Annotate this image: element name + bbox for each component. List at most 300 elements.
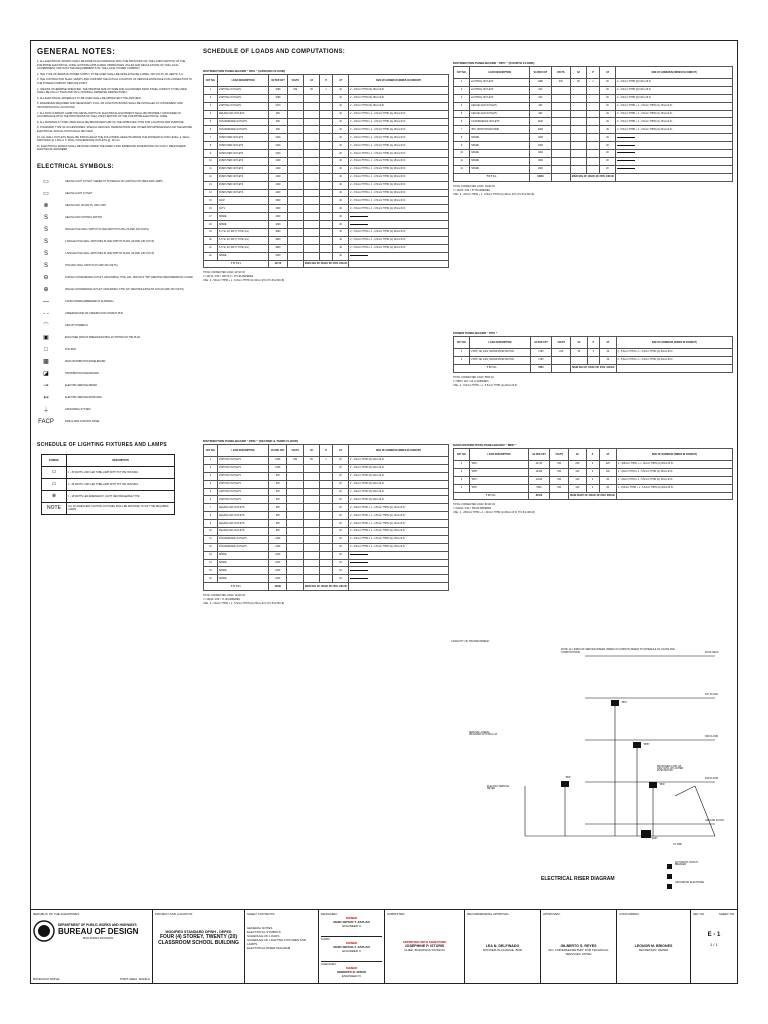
table-cell [303, 181, 319, 189]
table-cell: 16440 [528, 468, 549, 476]
table-cell [320, 205, 333, 213]
table-cell: 20 [204, 236, 218, 244]
total-cell: T O T A L [454, 492, 529, 500]
table-cell: 20 [333, 94, 349, 102]
table-cell [287, 551, 303, 559]
table-cell [320, 512, 333, 520]
table-cell: 1000 [530, 157, 552, 165]
table-cell: LIGHTING OUTLETS [217, 94, 268, 102]
table-cell [320, 213, 333, 221]
table-cell: 1080 [269, 87, 287, 95]
table-header: CKT NO. [454, 449, 470, 461]
table-row [204, 197, 449, 205]
table-cell [349, 559, 449, 567]
table-cell: COMPUTER OUTLETS [217, 142, 268, 150]
table-cell [570, 142, 586, 150]
total-cell: MAIN 60A/ 2P, 100AF/ 3P, 250V, 10KAIC [303, 583, 348, 591]
table-row [454, 165, 733, 173]
table-cell [320, 126, 333, 134]
table-cell [349, 551, 449, 559]
agency-line2: DEPARTMENT OF PUBLIC WORKS AND HIGHWAYS [58, 922, 137, 927]
table-cell: 5560 [528, 484, 549, 492]
table-row [454, 468, 733, 476]
table-cell: 20 [332, 512, 348, 520]
table-total-row [454, 364, 733, 372]
table-cell: "PPA" [470, 484, 529, 492]
table-cell: 100 [569, 484, 586, 492]
riser-label: GROUNDING ELECTRODE [675, 882, 704, 884]
designed-role: ENGINEER II [342, 924, 361, 928]
symbol-row [37, 332, 197, 344]
table-cell: 20 [332, 480, 348, 488]
symbol-glyph-icon: ⊖ [43, 275, 49, 282]
table-header: AF [571, 337, 587, 349]
table-cell [287, 94, 303, 102]
table-cell [303, 535, 319, 543]
table-cell: 11 [204, 165, 218, 173]
table-cell: SPARE [217, 575, 268, 583]
table-row [454, 356, 733, 364]
computation-line: TOTAL CONNECTED LOAD: 82100 VA [453, 503, 496, 507]
table-cell: LIGHTING OUTLETS [470, 94, 530, 102]
table-cell [320, 496, 333, 504]
table-cell: 2 [587, 349, 600, 357]
table-cell [320, 189, 333, 197]
table-cell: 20 [333, 213, 349, 221]
symbol-label: CEILING LIGHT OUTLET [65, 192, 93, 196]
table-cell: LIGHTING OUTLETS [217, 496, 268, 504]
table-cell: 2160 [269, 543, 287, 551]
lighting-row [42, 466, 175, 478]
table-row [204, 87, 449, 95]
symbol-label: 3 SINGLE POLE WALL SWITCHES IN ONE SWITCH PLATE (15 AMP, 230 VOLTS) [65, 252, 155, 256]
table-cell: 6 [454, 118, 470, 126]
total-cell: 82100 [528, 492, 549, 500]
recommending-role: OFFICER-IN-CHARGE, BOD [482, 948, 523, 952]
table-cell: CEILING FAN OUTLETS [470, 102, 530, 110]
table-header: CKT NO. [454, 337, 470, 349]
panel-ppa-schedule [453, 331, 733, 388]
table-cell: 20 [599, 150, 615, 158]
symbol-glyph-icon: — [43, 298, 49, 305]
table-cell [552, 356, 571, 364]
table-cell: COMPUTER OUTLETS [217, 158, 268, 166]
table-header: VOLTS [552, 337, 571, 349]
dpwh-seal-icon [33, 920, 55, 942]
table-header: SIZE OF HOMERUN (WIRES IN CONDUIT) [617, 449, 733, 461]
table-cell [287, 567, 303, 575]
table-row [454, 86, 733, 94]
table-total-row [204, 583, 449, 591]
table-cell: 2 - 3.5mm² THHN + 1 - 3.5mm² THHN (G) 15mm Ø IC [349, 126, 449, 134]
table-header: SIZE OF HOMERUN (WIRES IN CONDUIT) [349, 75, 449, 87]
table-cell: 2 - 3.5mm² THHN (6) 15mm Ø IC [616, 86, 733, 94]
table-row [454, 157, 733, 165]
table-cell: 15 [204, 567, 218, 575]
total-cell: T O T A L [204, 583, 269, 591]
table-row [204, 551, 449, 559]
table-cell: 7 [204, 504, 218, 512]
table-cell: 1080 [269, 94, 287, 102]
table-cell: 960 [530, 110, 552, 118]
table-cell: 2 - 5.5mm² THHN + 1 - 3.5mm² THHN (G) 20mm Ø IC [349, 229, 449, 237]
table-cell: 22 [204, 252, 218, 260]
symbol-label: TWO-WAY WALL SWITCH (15 AMP, 230 VOLTS) [65, 264, 118, 268]
symbol-row [37, 200, 197, 212]
checked-signed: SIGNED [345, 966, 358, 970]
computation-line: TOTAL CONNECTED LOAD: 42710 VA [203, 271, 246, 275]
table-cell: 960 [269, 520, 287, 528]
table-cell: 2 - 3.5mm² THHN (6) 15mm Ø IC [616, 94, 733, 102]
table-cell [287, 229, 303, 237]
ppa-table [453, 336, 733, 373]
table-cell [587, 86, 600, 94]
table-cell: SPARE [470, 142, 530, 150]
table-cell: 230 [550, 461, 569, 469]
table-cell [551, 142, 570, 150]
table-cell [303, 118, 319, 126]
table-cell [616, 150, 733, 158]
contents-item: ELECTRICAL RISER DIAGRAM [247, 946, 291, 950]
computation-line: USE : 2 - 22mm² THHN + 1 - 5.5mm² THHN (G) 25mm Ø IC (TC-B & IMC-B) [453, 192, 535, 196]
table-cell [303, 189, 319, 197]
table-cell [320, 158, 333, 166]
table-total-row [454, 173, 733, 181]
table-cell: 20 [332, 528, 348, 536]
approved-cell [541, 910, 617, 984]
dpb-table [203, 444, 449, 591]
schedule-title: SCHEDULE OF LOADS AND COMPUTATIONS: [203, 49, 346, 55]
dpc-table [453, 66, 733, 182]
table-cell [303, 504, 319, 512]
contents-label: SHEET CONTENTS: [247, 912, 276, 916]
table-header: AF [303, 75, 319, 87]
table-cell: SPARE [470, 165, 530, 173]
total-cell: 16440 [269, 583, 287, 591]
table-cell: 20 [599, 102, 615, 110]
lighting-cell: ▭ [42, 478, 67, 490]
total-cell: 13240 [530, 173, 552, 181]
symbol-glyph-icon: ▭ [43, 191, 49, 198]
table-cell: 540 [269, 496, 287, 504]
total-cell: 5560 [530, 364, 552, 372]
table-cell: 12 [204, 173, 218, 181]
table-cell: 4 [454, 102, 470, 110]
table-cell: 3 [454, 94, 470, 102]
contents-item: SCHEDULE OF LOADS [247, 934, 280, 938]
table-cell [320, 543, 333, 551]
general-note-item: 7. ALL NON-CURRENT CARRYING METAL PARTS OF ELECTRICAL EQUIPMENT SHALL BE PROPERLY GROUNDED IN ACCORDANCE WITH THE PROVISIONS OF THE LATEST EDITION OF THE PHILIPPINE ELECTRICAL CODE. [37, 111, 181, 119]
table-header: CKT NO. [454, 67, 470, 79]
table-cell: 2 [454, 356, 470, 364]
table-cell [303, 543, 319, 551]
table-cell: LIGHTING OUTLETS [217, 472, 268, 480]
table-cell [287, 504, 303, 512]
table-header: LOAD DESCRIPTION [470, 449, 529, 461]
checked-role: ENGINEER IV [341, 974, 362, 978]
contents-item: GENERAL NOTES [247, 926, 273, 930]
riser-label: "MDP" [651, 838, 658, 840]
table-cell: 3 [204, 102, 218, 110]
table-cell: 1080 [269, 464, 287, 472]
total-cell [287, 260, 303, 268]
table-cell: "DPC" [470, 476, 529, 484]
table-cell [587, 102, 600, 110]
riser-label: AUTOMATIC CIRCUIT BREAKER [675, 862, 699, 866]
table-cell: 16 [204, 575, 218, 583]
table-header: AT [332, 445, 348, 457]
table-cell: LIGHTING OUTLETS [217, 87, 268, 95]
recommending-label: RECOMMENDING APPROVAL: [467, 912, 510, 916]
total-cell: MAIN 40A/ 2P, 100AF/ 3P, 250V, 10KAIC [570, 173, 615, 181]
symbol-glyph-icon: ▣ [43, 335, 49, 342]
table-cell [551, 134, 570, 142]
concurred-name: LEONOR M. BRIONES [634, 944, 673, 948]
table-cell: 15 [204, 197, 218, 205]
agency-line1: REPUBLIC OF THE PHILIPPINES [33, 912, 80, 916]
concurred-label: CONCURRED: [619, 912, 640, 916]
general-notes-list [37, 60, 193, 152]
table-cell: 100 [569, 468, 586, 476]
table-cell [349, 575, 449, 583]
table-cell: FACP [217, 197, 268, 205]
table-cell: S.I.T.E. AC SPLIT TYPE (LG) [217, 244, 268, 252]
dpa-title: DISTRIBUTION PANELBOARD " DPA " (GROUND FLOOR) [203, 69, 285, 73]
total-cell [349, 260, 449, 268]
table-cell: 40 [333, 236, 349, 244]
general-note-item: 5. ALL ELECTRICAL MATERIALS TO BE USED SHALL BE APPROVED TYPE AND NEW. [37, 96, 142, 100]
table-cell: 1 [454, 79, 470, 87]
table-cell [320, 197, 333, 205]
table-cell: 2 - 3.5mm² THHN (6) 15mm Ø IC [349, 464, 449, 472]
total-cell [287, 583, 303, 591]
table-cell: 2 - 3.5mm² THHN + 1 - 3.5mm² THHN (G) 15mm Ø IC [349, 118, 449, 126]
riser-label: "DPA" [659, 784, 666, 786]
symbol-row [37, 248, 197, 260]
table-cell [303, 559, 319, 567]
mdp-table [453, 448, 733, 500]
table-cell [320, 464, 333, 472]
table-cell [303, 575, 319, 583]
left-column [31, 41, 197, 515]
table-cell [287, 464, 303, 472]
designed-signed: SIGNED [345, 916, 358, 920]
total-cell: MAIN 40A/ 2P, 200AF/ 3P, 250V, 10KAIC [303, 260, 348, 268]
total-cell [617, 492, 733, 500]
table-row [204, 535, 449, 543]
table-header: LOAD DESCRIPTION [470, 67, 530, 79]
table-cell: 13 [204, 181, 218, 189]
table-row [204, 457, 449, 465]
table-cell: 230 [287, 87, 303, 95]
table-cell: 20 [332, 543, 348, 551]
lighting-row [42, 490, 175, 502]
table-cell: 960 [269, 504, 287, 512]
table-cell: COMPUTER OUTLETS [217, 150, 268, 158]
table-cell: 20 [333, 118, 349, 126]
table-cell [616, 142, 733, 150]
table-cell: 1500 [269, 197, 287, 205]
table-cell: 230 [550, 468, 569, 476]
table-cell [287, 142, 303, 150]
table-cell: 60 [599, 484, 616, 492]
table-cell: 2 - 3.5mm² THHN + 1 - 3.5mm² THHN (G) 15mm Ø IC [349, 142, 449, 150]
table-cell: 18 [204, 221, 218, 229]
table-cell: 1000 [269, 252, 287, 260]
table-cell [287, 528, 303, 536]
table-header: AF [569, 449, 586, 461]
table-cell [349, 213, 449, 221]
table-cell [303, 197, 319, 205]
symbol-row [37, 344, 197, 356]
table-cell: CONVENIENCE OUTLETS [217, 126, 268, 134]
table-cell [287, 181, 303, 189]
general-note-item: 4. UNLESS OTHERWISE SPECIFIED, THE MINIMUM SIZE OF WIRE AND GALVANIZED RIGID STEEL CONDUIT TO BE USED SHALL BE 3.5mm² THHN AND 15mm NOMINAL DIAMETER RESPECTIVELY. [37, 87, 187, 95]
table-cell: 40 [333, 229, 349, 237]
dash-line [350, 570, 368, 571]
total-cell: T O T A L [454, 173, 530, 181]
table-cell [287, 221, 303, 229]
table-row [204, 205, 449, 213]
total-cell [616, 364, 732, 372]
table-cell: 20 [599, 110, 615, 118]
table-cell: 2 - 3.5mm² THHN + 1 - 3.5mm² THHN (G) 15mm Ø IC [349, 512, 449, 520]
table-cell: 2.5HP, 1Ø, 230V, WATER PUMP MOTOR [470, 356, 530, 364]
table-cell: 230 [551, 79, 570, 87]
table-cell: 42710 [528, 461, 549, 469]
table-cell [320, 221, 333, 229]
sheet-of: 1 / 1 [710, 942, 718, 947]
symbol-label: DISTRIBUTION PANELBOARD [65, 372, 99, 376]
table-cell [320, 142, 333, 150]
table-row [454, 134, 733, 142]
symbol-row [37, 236, 197, 248]
table-cell [551, 102, 570, 110]
table-row [454, 142, 733, 150]
table-cell: 2 - 3.5mm² THHN + 1 - 3.5mm² THHN (G) 15mm Ø IC [349, 197, 449, 205]
dpc-title: DISTRIBUTION PANELBOARD " DPC " (FOURTH FLOOR) [453, 61, 535, 65]
symbol-label: DUPLEX CONVENIENCE OUTLET, GROUNDING TYPE, 20A, 250VOLTS "WP" DENOTES WEATHERPROOF COVER [65, 276, 193, 280]
table-cell: LIGHTING OUTLETS [217, 102, 268, 110]
table-cell: 20 [333, 205, 349, 213]
symbol-label: CEILING LIGHT OUTLET / REFER TO SCHEDULE OF LIGHTING FIXTURES AND LAMPS [65, 180, 163, 184]
table-cell: 9 [204, 520, 218, 528]
table-cell: LIGHTING OUTLETS [217, 464, 268, 472]
table-cell: 5 [204, 488, 218, 496]
computation-line: USE : 2 - 250mm² THHN + 1 - 30mm² THHN (G) 80mm Ø IC (TC-B & IMC-B) [453, 511, 535, 515]
computation-line: I = 82100 / 230 = 356.96 AMPERES [453, 507, 492, 511]
table-cell: 1080 [530, 79, 552, 87]
table-header: LOAD DESCRIPTION [217, 445, 268, 457]
table-cell: 3000 [530, 126, 552, 134]
table-cell [303, 236, 319, 244]
cadd-name: MARU BRYAN T. ZAPLAN [333, 945, 370, 949]
table-cell: CEILING FAN OUTLETS [217, 520, 268, 528]
table-cell: 20 [333, 221, 349, 229]
table-cell [571, 356, 587, 364]
dpb-computation [203, 594, 449, 606]
table-cell: LIGHTING OUTLETS [217, 488, 268, 496]
riser-label: "DPB" [643, 744, 650, 746]
symbol-glyph-icon: ⊗ [43, 203, 49, 210]
computation-line: USE : 2 - 22mm² THHN + 1 - 5.5mm² THHN (G) 25mm Ø IC (TC-B & IMC-B) [203, 602, 285, 606]
table-cell [551, 165, 570, 173]
table-cell [287, 488, 303, 496]
approved-with-signature: APPROVED WITH SIGNATURE [402, 940, 447, 944]
table-cell [587, 110, 600, 118]
table-row [204, 252, 449, 260]
table-cell: 8 [454, 134, 470, 142]
table-cell: 2 - 3.5mm² THHN (6) 15mm Ø IC [349, 488, 449, 496]
dpa-computation [203, 271, 449, 283]
table-cell: 2 - 22mm² THHN + 1 - 5.5mm² THHN (G) 25mm Ø IC [617, 468, 733, 476]
table-cell: 1 [454, 461, 470, 469]
total-cell [551, 173, 570, 181]
symbol-label: ELECTRIC SERVICE ENTRANCE [65, 396, 102, 400]
table-cell: 13 [204, 551, 218, 559]
table-cell: 1200 [269, 165, 287, 173]
table-cell [570, 157, 586, 165]
table-row [204, 189, 449, 197]
table-cell: 5 [204, 118, 218, 126]
table-cell: 2 - 3.5mm² THHN + 1 - 3.5mm² THHN (G) 15mm Ø IC [349, 181, 449, 189]
table-cell: 250 [569, 461, 586, 469]
contents-item: ELECTRICAL SYMBOLS [247, 930, 281, 934]
table-header: VA PER CKT [269, 445, 287, 457]
table-cell: 20 [333, 189, 349, 197]
table-cell [551, 86, 570, 94]
table-cell: 20 [599, 79, 615, 87]
symbol-row [37, 224, 197, 236]
table-cell: 7 [204, 134, 218, 142]
table-cell: 2 - 3.5mm² THHN (6) 15mm Ø IC [349, 472, 449, 480]
table-cell [287, 543, 303, 551]
symbol-label: CEILING FAN CONTROL SWITCH [65, 216, 103, 220]
lighting-cell: 1 - 36 WATTS, 230V LED TUBE LAMP WITH T8 TYPE HOUSING [67, 466, 175, 478]
table-cell [303, 205, 319, 213]
recommending-cell [465, 910, 541, 984]
table-row [204, 496, 449, 504]
cadd-label: CADD: [321, 937, 331, 941]
total-cell: T O T A L [454, 364, 531, 372]
table-row [454, 79, 733, 87]
table-cell: 2 - 3.5mm² THHN + 1 - 3.5mm² THHN (G) 15mm Ø IC [349, 520, 449, 528]
symbol-label: CIRCUIT HOMERUN [65, 324, 88, 328]
table-header: AT [333, 75, 349, 87]
table-cell [303, 221, 319, 229]
table-cell [303, 213, 319, 221]
table-cell: 1 [204, 457, 218, 465]
table-cell [320, 528, 333, 536]
table-cell: 1 [320, 457, 333, 465]
table-cell: 1000 [269, 559, 287, 567]
table-cell: 1000 [269, 575, 287, 583]
table-cell [303, 528, 319, 536]
table-cell: 8 [204, 512, 218, 520]
table-header: VA PER CKT [528, 449, 549, 461]
table-cell [587, 142, 600, 150]
table-cell [551, 94, 570, 102]
general-note-item: 11. ELECTRICAL WORKS SHALL BE DONE UNDER THE DIRECT AND IMMEDIATE SUPERVISION OF A DULY REGISTERED ELECTRICAL ENGINEER. [37, 144, 186, 152]
table-cell: 2 [454, 86, 470, 94]
table-cell: 2 - 3.5mm² THHN + 1 - 3.5mm² THHN (G) 15mm Ø IC [349, 543, 449, 551]
symbol-row [37, 188, 197, 200]
table-cell: 2 [586, 484, 599, 492]
table-cell [303, 110, 319, 118]
total-cell: T O T A L [204, 260, 269, 268]
table-cell: 21 [204, 244, 218, 252]
general-note-item: 3. THE CONTRACTOR SHALL VERIFY AND CONFIRM THE ACTUAL LOCATION OF SERVICE ENTRANCE FOR CONNECTION TO THE POWER COMPANY SERVICE POINT. [37, 78, 193, 85]
